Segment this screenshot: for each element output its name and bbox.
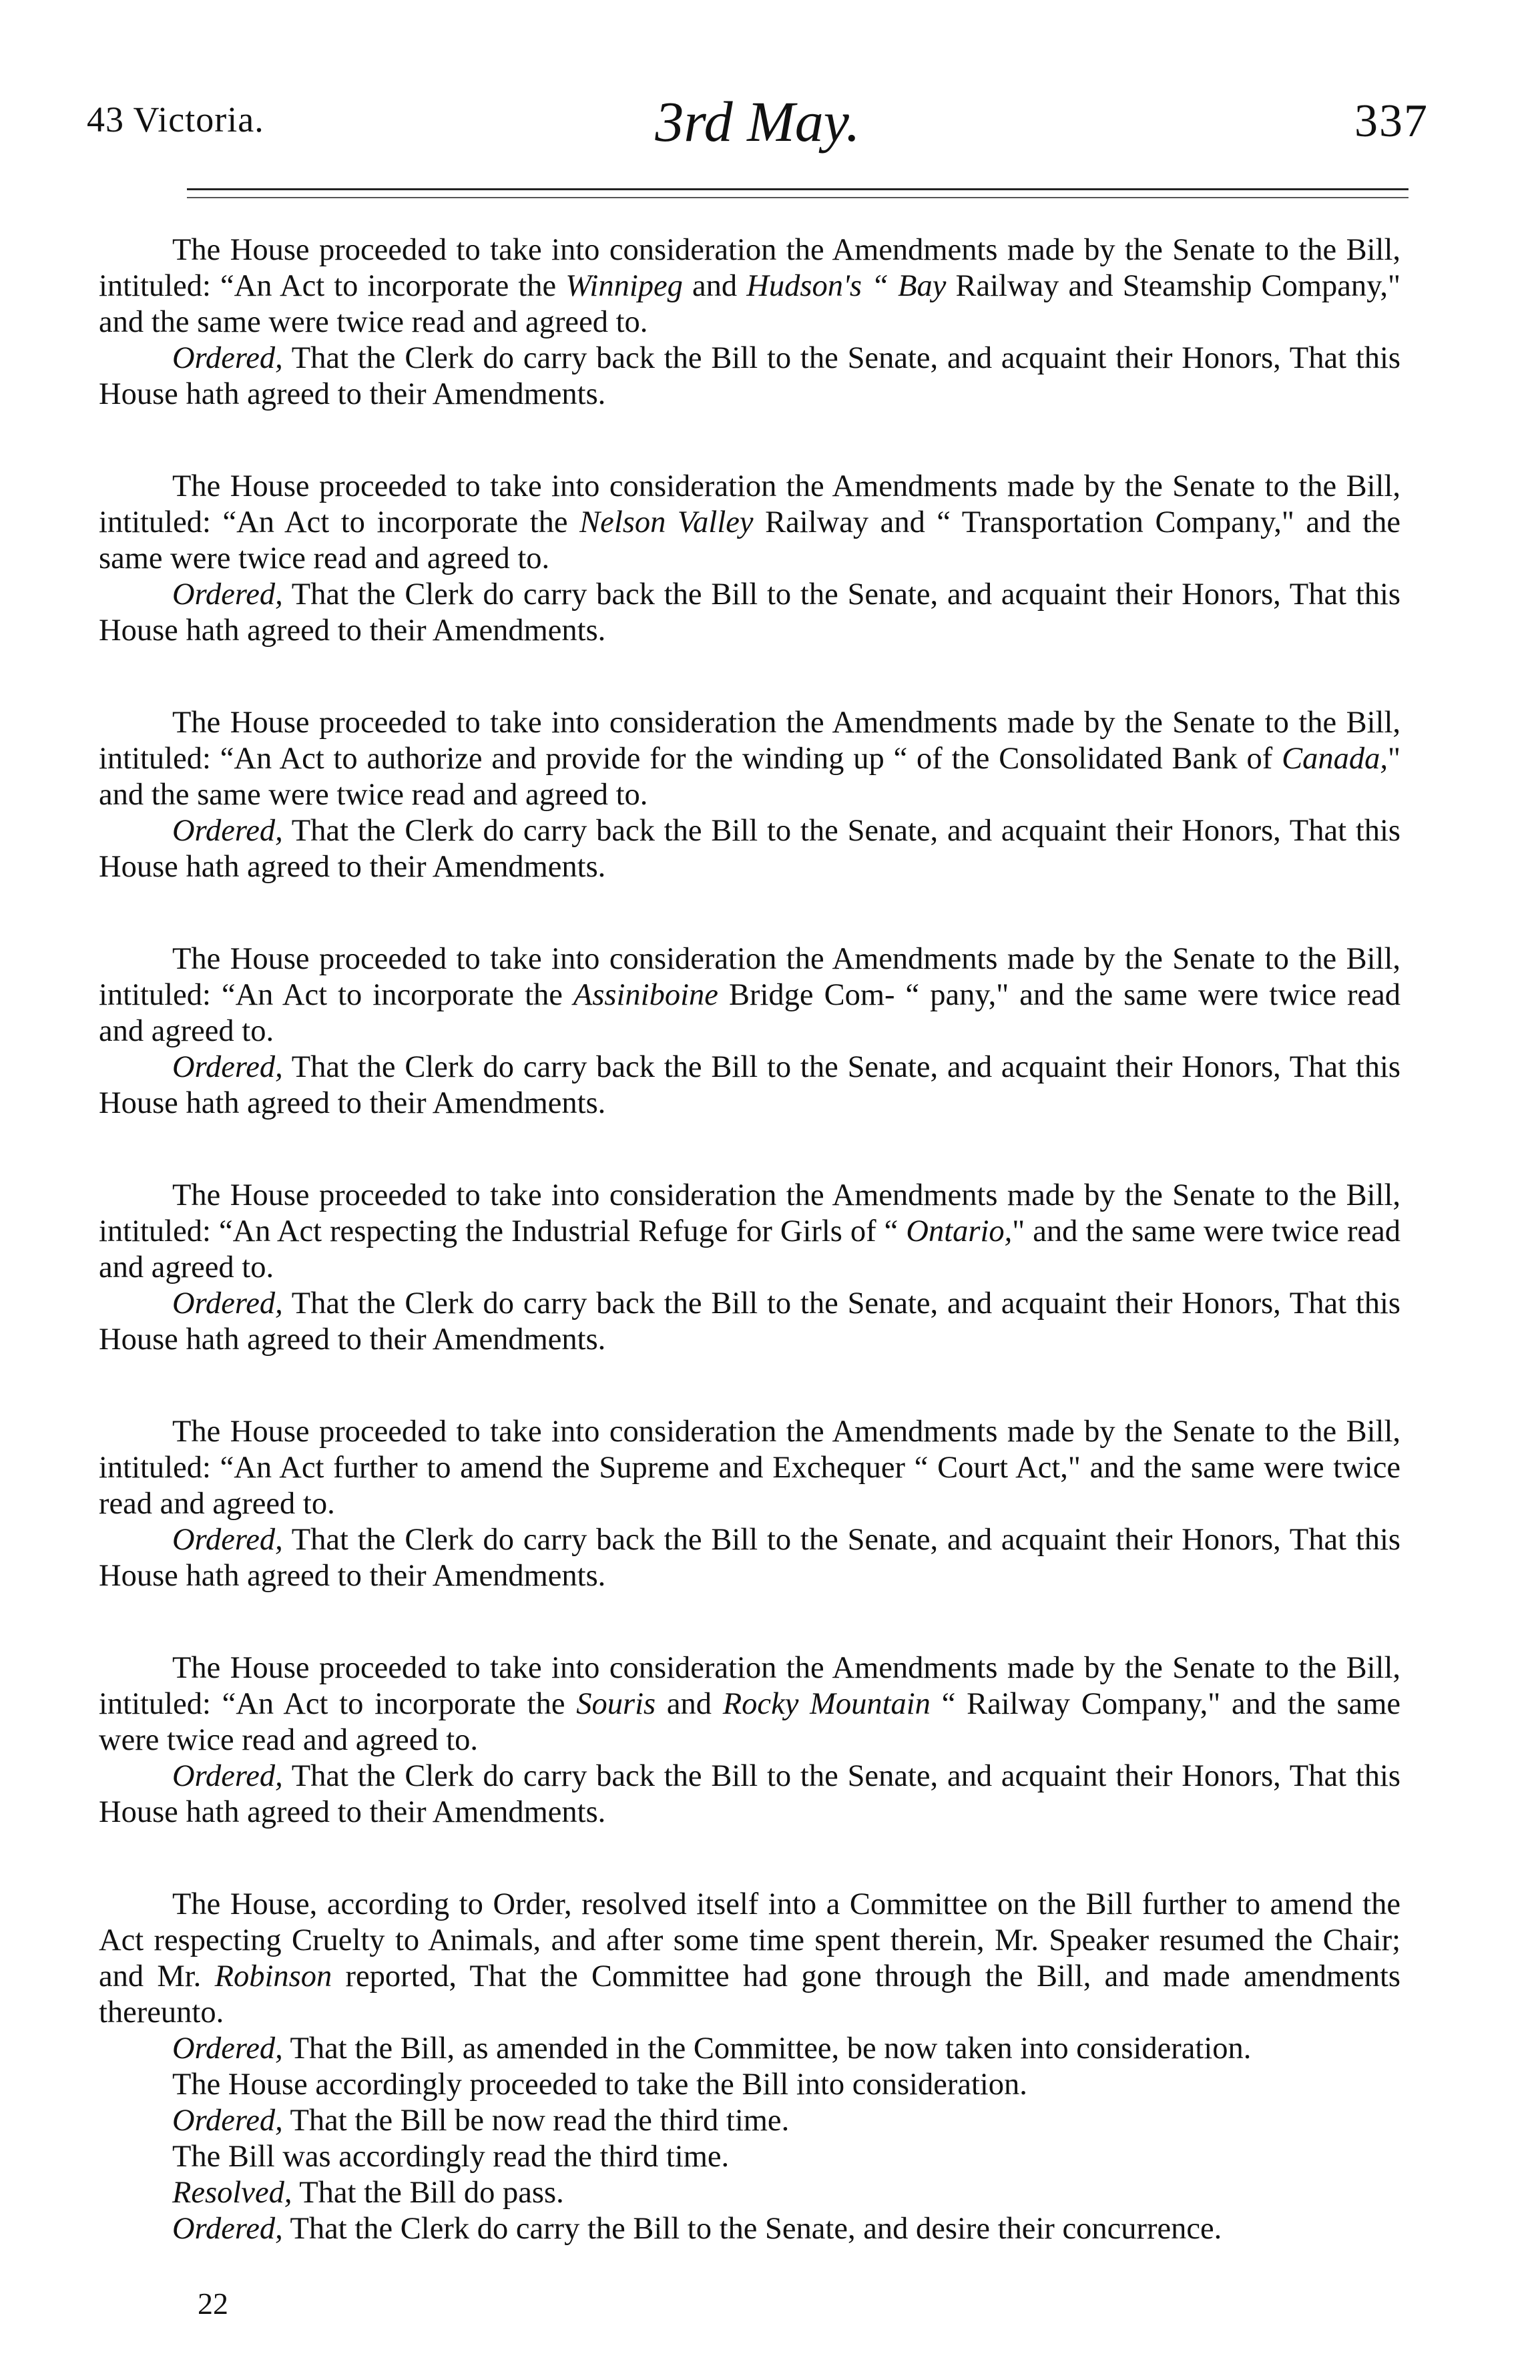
page-header	[87, 79, 1429, 172]
entry-tail: and the same were twice read and agreed to.	[99, 505, 1401, 575]
entry-cruelty-to-animals	[99, 1887, 1400, 2247]
entry-supreme-exchequer-court	[99, 1414, 1400, 1594]
entry-intro: The House proceeded to take into consideration the Amendments made by the Senate to the Bill, intituled:	[99, 233, 1400, 303]
bill-title: Railway and Steamship Company,"	[946, 269, 1401, 303]
ordered-word: Ordered,	[172, 1050, 283, 1084]
entry-tail: and the same were twice read and agreed to.	[99, 1214, 1401, 1284]
entry-tail: and the same were twice read and agreed to.	[99, 305, 648, 339]
ordered-word: Ordered,	[172, 1286, 283, 1321]
bill-title-italic: Rocky Mountain	[722, 1687, 931, 1721]
bill-title: “An Act to incorporate the	[221, 978, 573, 1012]
entry-tail: and the same were twice read and agreed to.	[99, 978, 1401, 1048]
ordered-word: Ordered,	[172, 2212, 283, 2246]
ordered-text: That the Clerk do carry back the Bill to the Senate, and acquaint their Honors, That this House hath agreed to their Amendments.	[99, 341, 1400, 411]
entry-consolidated-bank	[99, 705, 1400, 885]
entry-assiniboine-bridge	[99, 941, 1400, 1122]
ordered-text: That the Clerk do carry back the Bill to the Senate, and acquaint their Honors, That this House hath agreed to their Amendments.	[99, 1286, 1400, 1357]
entry-tail: and the same were twice read and agreed to.	[99, 1451, 1400, 1521]
signature-mark: 22	[198, 2287, 228, 2321]
bill-title-italic: “ Bay	[871, 269, 947, 303]
entry-intro: The House proceeded to take into consideration the Amendments made by the Senate to the Bill, intituled:	[99, 469, 1400, 539]
reading-text: The Bill was accordingly read the third time.	[172, 2140, 730, 2174]
resolved-word: Resolved,	[172, 2176, 292, 2210]
bill-title-italic: Souris	[576, 1687, 656, 1721]
bill-title-italic: Assiniboine	[573, 978, 718, 1012]
entry-intro: The House proceeded to take into consideration the Amendments made by the Senate to the Bill, intituled:	[99, 942, 1400, 1012]
bill-title: Bridge Com- “ pany,"	[718, 978, 1009, 1012]
entry-winnipeg-hudsons-bay	[99, 232, 1400, 413]
ordered-word: Ordered,	[172, 341, 283, 375]
ordered-text: That the Clerk do carry back the Bill to the Senate, and acquaint their Honors, That this House hath agreed to their Amendments.	[99, 1759, 1400, 1829]
bill-title: and	[682, 269, 747, 303]
bill-title-italic: Winnipeg	[565, 269, 683, 303]
entry-tail: and the same were twice read and agreed to.	[99, 1687, 1401, 1757]
ordered-text: That the Bill, as amended in the Committee, be now taken into consideration.	[282, 2032, 1252, 2066]
header-rule	[187, 188, 1408, 198]
entry-paragraph	[99, 232, 1400, 340]
bill-title: “An Act to authorize and provide for the winding up “ of the Consolidated Bank of	[220, 742, 1282, 776]
ordered-paragraph	[99, 1758, 1400, 1831]
bill-title-italic: Nelson Valley	[579, 505, 754, 539]
bill-title: and	[656, 1687, 723, 1721]
ordered-text: That the Clerk do carry back the Bill to the Senate, and acquaint their Honors, That this House hath agreed to their Amendments.	[99, 814, 1400, 884]
ordered-word: Ordered,	[172, 2104, 283, 2138]
page-date: 3rd May.	[655, 89, 860, 154]
ordered-word: Ordered,	[172, 1759, 283, 1793]
committee-paragraph	[99, 1887, 1400, 2031]
bill-title: "	[1388, 742, 1400, 776]
ordered-paragraph	[99, 2103, 1400, 2139]
ordered-paragraph	[99, 1522, 1400, 1594]
entry-intro: The House proceeded to take into consideration the Amendments made by the Senate to the Bill, intituled:	[99, 1178, 1400, 1248]
ordered-paragraph	[99, 2031, 1400, 2067]
committee-text: reported, That the Committee had gone through the Bill, and made amendments thereunto.	[99, 1959, 1400, 2030]
bill-title: “An Act to incorporate the	[222, 505, 580, 539]
entry-paragraph	[99, 469, 1400, 577]
resolved-text: That the Bill do pass.	[292, 2176, 564, 2210]
reading-paragraph	[99, 2139, 1400, 2175]
bill-title-italic: Ontario,	[906, 1214, 1013, 1248]
ordered-paragraph	[99, 577, 1400, 649]
proceeding-text: The House accordingly proceeded to take the Bill into consideration.	[172, 2068, 1027, 2102]
entry-intro: The House proceeded to take into consideration the Amendments made by the Senate to the Bill, intituled:	[99, 1651, 1400, 1721]
bill-title: “An Act respecting the Industrial Refuge for Girls of “	[218, 1214, 907, 1248]
entry-paragraph	[99, 941, 1400, 1049]
ordered-text: That the Clerk do carry the Bill to the Senate, and desire their concurrence.	[282, 2212, 1222, 2246]
journal-body	[99, 232, 1400, 2247]
ordered-paragraph	[99, 813, 1400, 885]
entry-paragraph	[99, 1650, 1400, 1758]
entry-paragraph	[99, 1178, 1400, 1286]
entry-paragraph	[99, 705, 1400, 813]
ordered-paragraph	[99, 1049, 1400, 1122]
ordered-word: Ordered,	[172, 577, 283, 612]
entry-industrial-refuge	[99, 1178, 1400, 1358]
ordered-text: That the Clerk do carry back the Bill to the Senate, and acquaint their Honors, That this House hath agreed to their Amendments.	[99, 1050, 1400, 1120]
member-name: Robinson	[214, 1959, 332, 1993]
bill-title-italic: Hudson's	[746, 269, 862, 303]
bill-title: “ Railway Company,"	[930, 1687, 1221, 1721]
bill-title: “An Act further to amend the Supreme and Exchequer “ Court Act,"	[220, 1451, 1081, 1485]
ordered-paragraph	[99, 2211, 1400, 2247]
entry-souris-rocky-mountain	[99, 1650, 1400, 1831]
entry-nelson-valley	[99, 469, 1400, 649]
ordered-paragraph	[99, 1286, 1400, 1358]
page-number: 337	[1354, 95, 1429, 147]
entry-tail: and the same were twice read and agreed to.	[99, 778, 648, 812]
ordered-text: That the Clerk do carry back the Bill to the Senate, and acquaint their Honors, That this House hath agreed to their Amendments.	[99, 1523, 1400, 1593]
entry-intro: The House proceeded to take into consideration the Amendments made by the Senate to the Bill, intituled:	[99, 1415, 1400, 1485]
resolved-paragraph	[99, 2175, 1400, 2211]
bill-title: "	[1012, 1214, 1025, 1248]
ordered-paragraph	[99, 340, 1400, 413]
ordered-word: Ordered,	[172, 814, 283, 848]
committee-text: The House, according to Order, resolved itself into a Committee on the Bill further to amend the Act respecting Cruelty to Animals, and after some time spent therein, Mr. Speaker resumed the Chair; and Mr.	[99, 1887, 1400, 1993]
ordered-word: Ordered,	[172, 2032, 283, 2066]
ordered-text: That the Bill be now read the third time.	[282, 2104, 790, 2138]
ordered-word: Ordered,	[172, 1523, 283, 1557]
ordered-text: That the Clerk do carry back the Bill to the Senate, and acquaint their Honors, That this House hath agreed to their Amendments.	[99, 577, 1400, 648]
bill-title-italic: Canada,	[1282, 742, 1388, 776]
proceeding-paragraph	[99, 2067, 1400, 2103]
entry-paragraph	[99, 1414, 1400, 1522]
bill-title: “An Act to incorporate the	[222, 1687, 577, 1721]
entry-intro: The House proceeded to take into consideration the Amendments made by the Senate to the Bill, intituled:	[99, 706, 1400, 776]
session-label: 43 Victoria.	[87, 99, 264, 140]
bill-title: Railway and “ Transportation Company,"	[753, 505, 1294, 539]
bill-title: “An Act to incorporate the	[220, 269, 566, 303]
